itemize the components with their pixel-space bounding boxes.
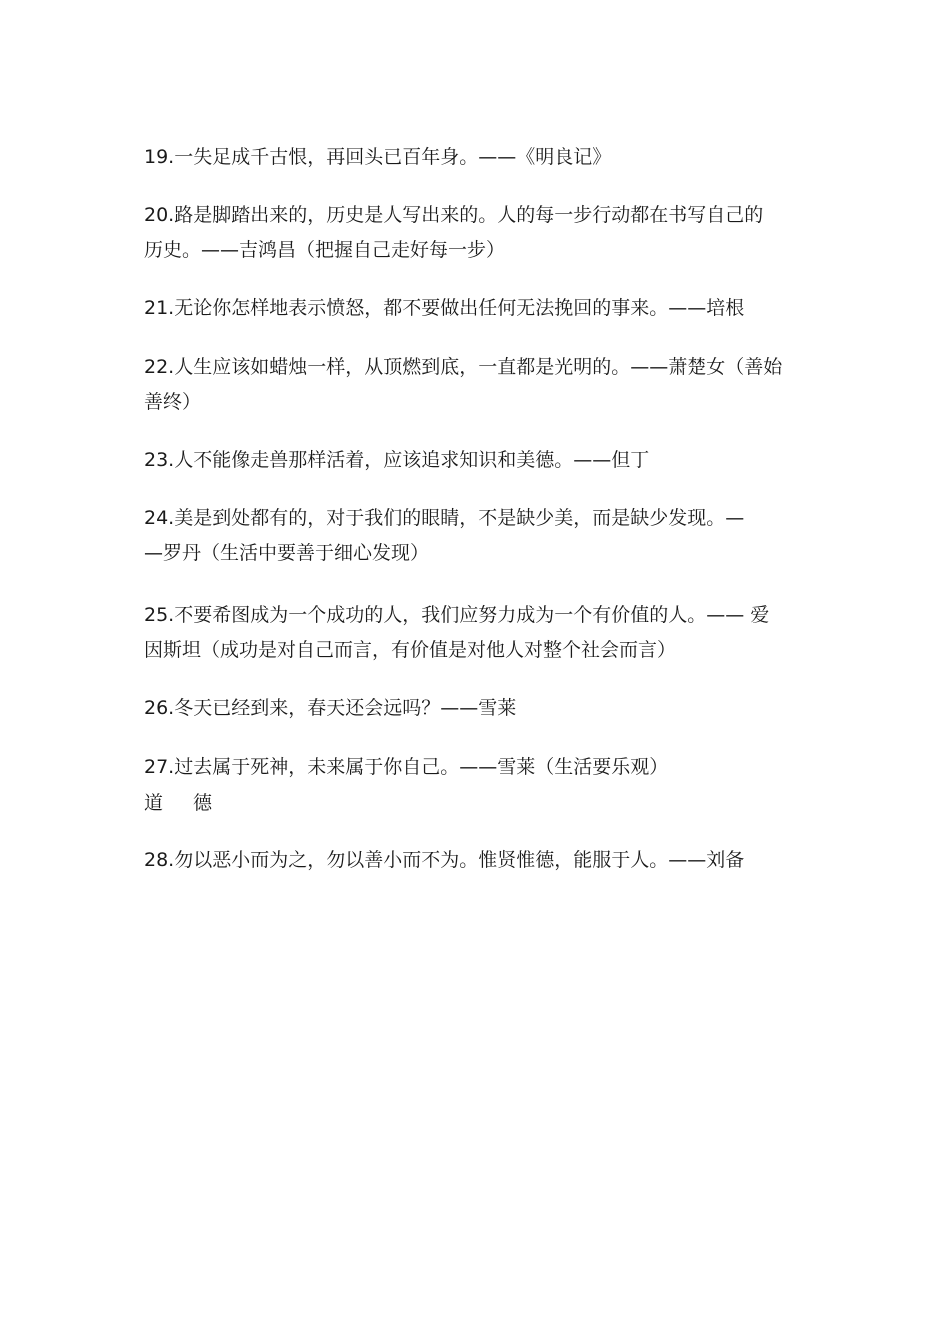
quote-line: 历史。——吉鸿昌（把握自己走好每一步） [144,239,506,261]
quote-28 [144,843,814,878]
quote-26 [144,691,814,726]
quote-24 [144,501,814,571]
quote-20 [144,198,814,268]
quote-25 [144,598,814,668]
quote-line: 善终） [144,391,202,413]
quote-27 [144,750,814,785]
quote-line: 21.无论你怎样地表示愤怒，都不要做出任何无法挽回的事来。——培根 [144,297,745,319]
section-heading-char: 道 [144,792,164,814]
section-heading [144,786,212,821]
quote-23 [144,443,814,478]
quote-line: 22.人生应该如蜡烛一样，从顶燃到底，一直都是光明的。——萧楚女（善始 [144,356,783,378]
quote-line: 20.路是脚踏出来的，历史是人写出来的。人的每一步行动都在书写自己的 [144,204,764,226]
section-heading-char: 德 [193,792,213,814]
quote-line: 23.人不能像走兽那样活着，应该追求知识和美德。——但丁 [144,449,650,471]
quote-line: 因斯坦（成功是对自己而言，有价值是对他人对整个社会而言） [144,639,677,661]
quote-22 [144,350,814,420]
quote-line: 19.一失足成千古恨，再回头已百年身。——《明良记》 [144,146,612,168]
quote-19 [144,140,814,175]
quote-line: 28.勿以恶小而为之，勿以善小而不为。惟贤惟德，能服于人。——刘备 [144,849,745,871]
quote-line: 24.美是到处都有的，对于我们的眼睛，不是缺少美，而是缺少发现。— [144,507,745,529]
quote-line: —罗丹（生活中要善于细心发现） [144,542,430,564]
quote-line: 26.冬天已经到来，春天还会远吗？——雪莱 [144,697,517,719]
quote-line: 27.过去属于死神，未来属于你自己。——雪莱（生活要乐观） [144,756,669,778]
quote-line: 25.不要希图成为一个成功的人，我们应努力成为一个有价值的人。—— 爱 [144,604,770,626]
quote-21 [144,291,814,326]
